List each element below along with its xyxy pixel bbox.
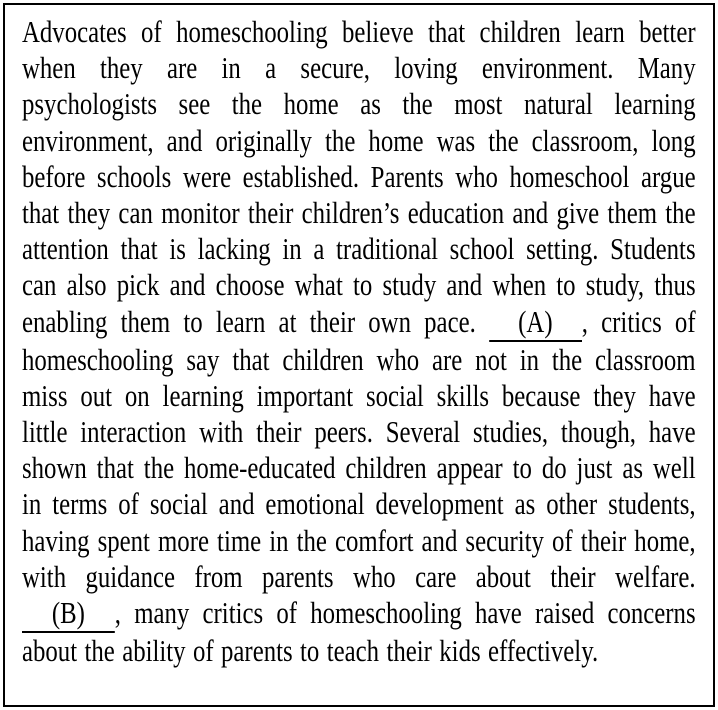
blank-b: (B) [22,597,115,633]
passage-segment-3: , many critics of homeschooling have raised concerns about the ability of parents to teach their kids effectively. [22,595,696,669]
passage-segment-2: , critics of homeschooling say that children who are not in the classroom miss out on learning important social skills because they have little interaction with their peers. Several studies, though, have shown that the home-educated children appear to do just as well in terms of social and emotional development as other students, having spent more time in the comfort and security of their home, with guidance from parents who care about their welfare. [22,303,696,594]
passage-text [22,14,696,669]
passage-segment-1: Advocates of homeschooling believe that children learn better when they are in a secure, loving environment. Many psychologists see the home as the most natural learning environment, and originally the home was the classroom, long before schools were established. Parents who homeschool argue that they can monitor their children’s education and give them the attention that is lacking in a traditional school setting. Students can also pick and choose what to study and when to study, thus enabling them to learn at their own pace. [22,14,696,339]
blank-a: (A) [489,306,582,342]
passage-box [3,3,715,707]
